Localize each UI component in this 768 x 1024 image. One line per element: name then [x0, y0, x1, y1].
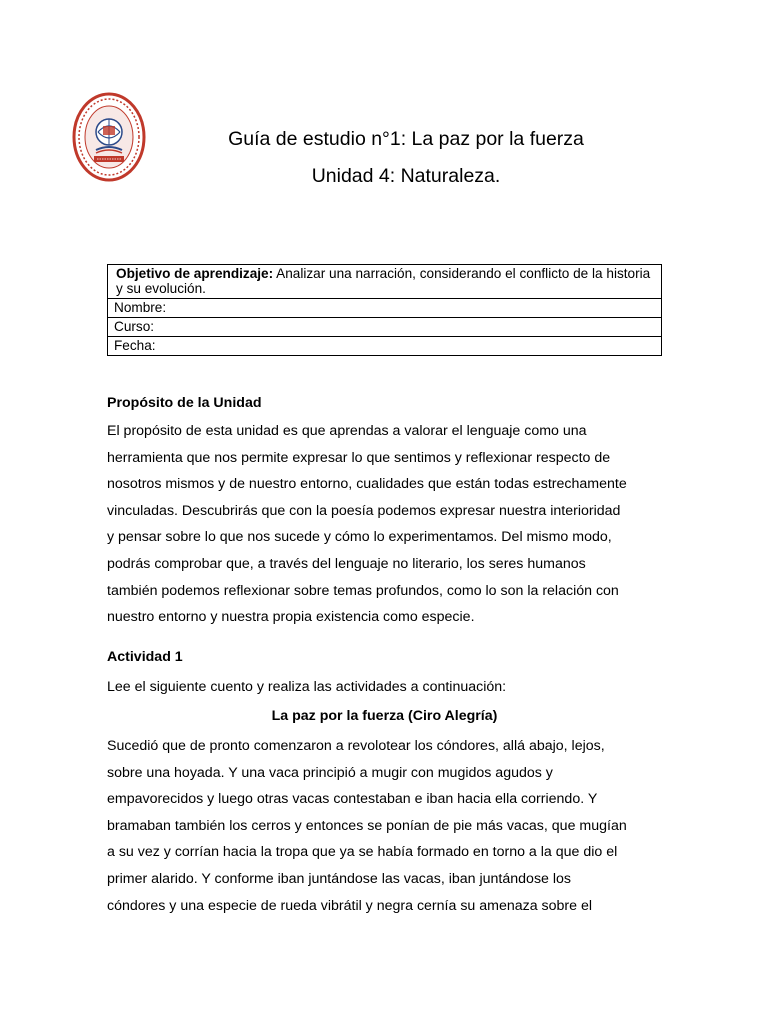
story-line: bramaban también los cerros y entonces se ponían de pie más vacas, que mugían: [107, 817, 627, 834]
story-line: empavorecidos y luego otras vacas contestaban e iban hacia ella corriendo. Y: [107, 791, 598, 808]
date-field[interactable]: Fecha:: [108, 337, 662, 356]
activity-heading: Actividad 1: [107, 649, 183, 665]
story-line: primer alarido. Y conforme iban juntándose las vacas, iban juntándose los: [107, 870, 572, 887]
story-line: Sucedió que de pronto comenzaron a revolotear los cóndores, allá abajo, lejos,: [107, 738, 605, 754]
objective-cell: [108, 265, 662, 299]
name-row: [108, 299, 662, 318]
paragraph-line: nuestro entorno y nuestra propia existencia como especie.: [107, 609, 475, 626]
name-field[interactable]: Nombre:: [108, 299, 662, 318]
paragraph-line: nosotros mismos y de nuestro entorno, cualidades que están todas estrechamente: [107, 476, 627, 493]
course-field[interactable]: Curso:: [108, 318, 662, 337]
story-line: a su vez y corrían hacia la tropa que ya se había formado en torno a la que dio el: [107, 844, 618, 861]
document-title: Guía de estudio n°1: La paz por la fuerza: [228, 128, 584, 150]
document-subtitle: Unidad 4: Naturaleza.: [311, 165, 501, 187]
paragraph-line: y pensar sobre lo que nos sucede y cómo lo experimentamos. Del mismo modo,: [107, 529, 612, 546]
story-line: cóndores y una especie de rueda vibrátil y negra cernía su amenaza sobre el: [107, 897, 593, 914]
paragraph-line: herramienta que nos permite expresar lo que sentimos y reflexionar respecto de: [107, 449, 611, 466]
story-title: La paz por la fuerza (Ciro Alegría): [271, 708, 498, 724]
purpose-heading: Propósito de la Unidad: [107, 395, 262, 411]
paragraph-line: podrás comprobar que, a través del lenguaje no literario, los seres humanos: [107, 555, 586, 572]
activity-instruction: Lee el siguiente cuento y realiza las actividades a continuación:: [107, 679, 507, 695]
paragraph-line: El propósito de esta unidad es que aprendas a valorar el lenguaje como una: [107, 423, 587, 439]
paragraph-line: también podemos reflexionar sobre temas profundos, como lo son la relación con: [107, 582, 619, 599]
purpose-paragraph: [107, 418, 667, 631]
story-line: sobre una hoyada. Y una vaca principió a mugir con mugidos agudos y: [107, 764, 553, 781]
date-row: [108, 337, 662, 356]
story-paragraph: [107, 733, 667, 919]
paragraph-line: vinculadas. Descubrirás que con la poesía podemos expresar nuestra interioridad: [107, 502, 621, 519]
objective-row: [108, 265, 662, 299]
objective-label: Objetivo de aprendizaje:: [116, 266, 274, 281]
course-row: [108, 318, 662, 337]
objective-text: Analizar una narración, considerando el conflicto de la historia y su evolución.: [116, 266, 651, 296]
student-info-table: [107, 264, 662, 356]
